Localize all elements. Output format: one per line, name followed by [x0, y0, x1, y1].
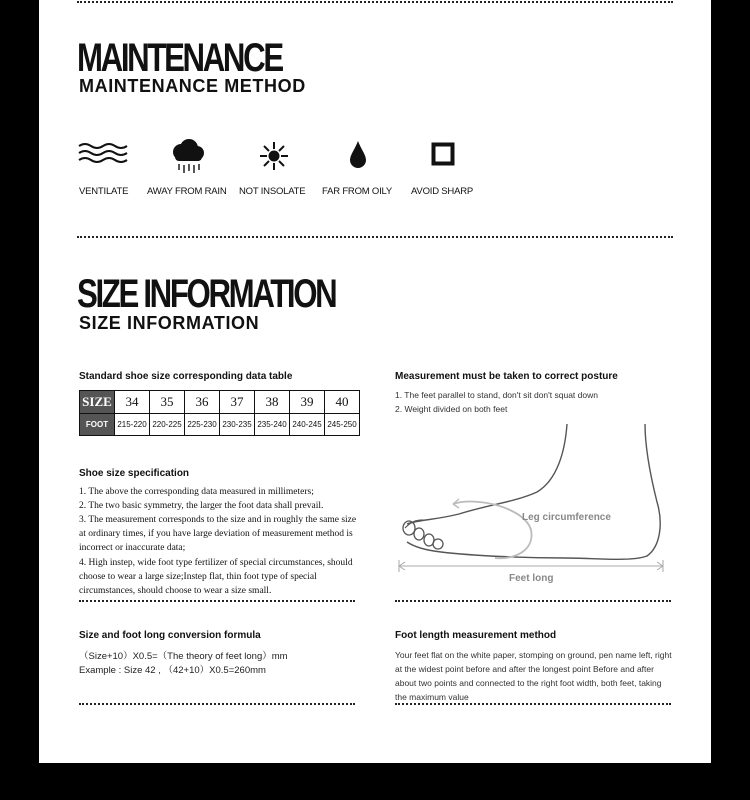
foot-cell: 240-245: [290, 414, 325, 436]
spec-item: 1. The above the corresponding data measured in millimeters;: [79, 487, 314, 497]
size-cell: 37: [220, 391, 255, 414]
not-insolate-label: NOT INSOLATE: [239, 186, 306, 197]
spec-item: 2. The two basic symmetry, the larger the foot data shall prevail.: [79, 501, 324, 511]
posture-heading: Measurement must be taken to correct posture: [395, 371, 618, 382]
size-label: SIZE: [80, 391, 115, 414]
size-cell: 40: [325, 391, 360, 414]
sun-icon: [259, 141, 289, 176]
size-info-title: SIZE INFORMATION: [77, 272, 336, 316]
top-divider: [77, 1, 673, 3]
table-heading: Standard shoe size corresponding data table: [79, 371, 293, 382]
formula-line: （Size+10）X0.5=（The theory of feet long）mm: [79, 651, 288, 662]
spec-divider: [79, 600, 355, 602]
size-cell: 35: [150, 391, 185, 414]
foot-cell: 225-230: [185, 414, 220, 436]
far-from-oily-label: FAR FROM OILY: [322, 186, 393, 197]
maintenance-subtitle: MAINTENANCE METHOD: [79, 76, 306, 96]
ventilate-icon: [77, 141, 129, 170]
spec-item: 3. The measurement corresponds to the size and in roughly the same size at ordinary times, if you have large deviation of measurement method is incorrect or inaccurate data;: [79, 515, 357, 553]
rain-cloud-icon: [170, 138, 206, 183]
away-from-rain-label: AWAY FROM RAIN: [147, 186, 227, 197]
oil-drop-icon: [349, 140, 367, 175]
size-cell: 39: [290, 391, 325, 414]
posture-item: 2. Weight divided on both feet: [395, 404, 508, 414]
foot-method-divider: [395, 703, 671, 705]
foot-cell: 230-235: [220, 414, 255, 436]
size-cell: 36: [185, 391, 220, 414]
leg-circumference-label: Leg circumference: [522, 512, 611, 523]
posture-item: 1. The feet parallel to stand, don't sit don't squat down: [395, 390, 598, 400]
spec-item: 4. High instep, wide foot type fertilizer of special circumstances, should choose to wear a large size;Instep flat, thin foot type of special circumstances, should choose to wear a size small.: [79, 558, 353, 596]
size-table: [79, 390, 360, 436]
foot-label: FOOT: [80, 414, 115, 436]
ventilate-label: VENTILATE: [79, 186, 129, 197]
size-cell: 38: [255, 391, 290, 414]
size-info-subtitle: SIZE INFORMATION: [79, 313, 260, 333]
spec-heading: Shoe size specification: [79, 468, 190, 479]
avoid-sharp-label: AVOID SHARP: [411, 186, 474, 197]
foot-cell: 235-240: [255, 414, 290, 436]
foot-method-text: Your feet flat on the white paper, stomping on ground, pen name left, right at the widest point before and after the longest point Before and after about two points and connected to the right foot width, both feet, taking the maximum value: [395, 650, 672, 702]
foot-cell: 215-220: [115, 414, 150, 436]
foot-method-heading: Foot length measurement method: [395, 630, 557, 641]
size-cell: 34: [115, 391, 150, 414]
formula-heading: Size and foot long conversion formula: [79, 630, 261, 641]
formula-example: Example : Size 42 , （42+10）X0.5=260mm: [79, 665, 266, 676]
maintenance-divider: [77, 236, 673, 238]
square-icon: [431, 142, 455, 171]
page-sheet: [39, 0, 711, 763]
foot-cell: 245-250: [325, 414, 360, 436]
maintenance-title: MAINTENANCE: [77, 36, 282, 80]
posture-divider: [395, 600, 671, 602]
foot-cell: 220-225: [150, 414, 185, 436]
formula-divider: [79, 703, 355, 705]
feet-long-label: Feet long: [509, 573, 554, 584]
